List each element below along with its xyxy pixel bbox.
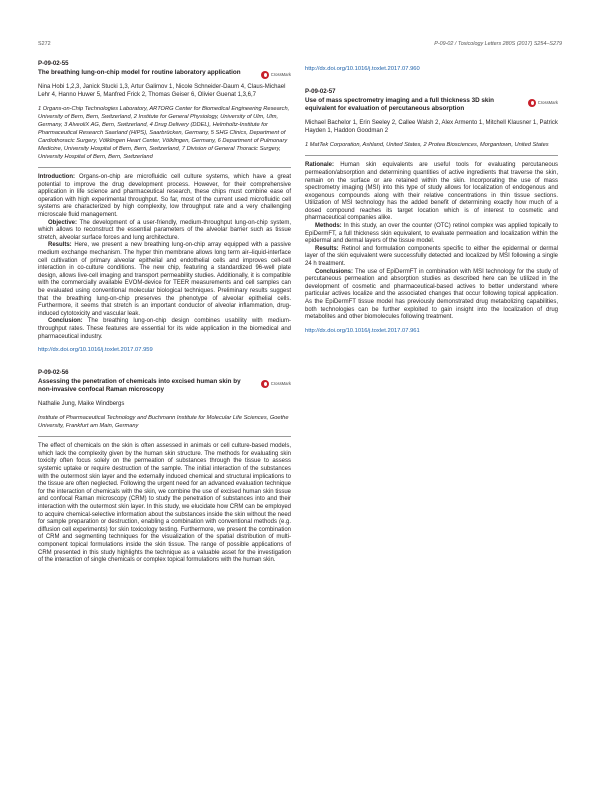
rationale-text: Human skin equivalents are useful tools for evaluating percutaneous permeation/absorption and determining quantities of active ingredients that traverse the skin, remain on the surface or are retained within the skin. Incorporating the use of mass spectrometry imaging (MSI) into this type of study allows for localization of endogenous and exogenous compounds along with their relative concentrations in thin tissue sections. Utilization of MSI technology has the added benefit of determining exactly how much of a dosed compound reaches its target location which is of interest to cosmetic and pharmaceutical companies alike.: [305, 162, 558, 222]
objective-text: The development of a user-friendly, medium-throughput lung-on-chip system, which allows to reconstruct the essential parameters of the alveolar barrier such as tissue stretch, alveolar surface forces and lung architecture.: [38, 219, 291, 241]
crossmark-icon: [528, 99, 536, 107]
conclusions-text: The use of EpiDermFT in combination with MSI technology for the study of percutaneous permeation and absorption studies as described here can be utilized in the development of cosmetic and pharmaceutical-based actives to better understand where particular actives localize and the associated changes that occur following topical application. As the EpiDermFT tissue model has previously demonstrated drug metabolizing capabilities, both technologies can be further exploited to gain insight into the localization of drug metabolites and other biomolecules following treatment.: [305, 268, 559, 321]
introduction-paragraph: [38, 174, 291, 220]
conclusions-paragraph: [305, 269, 558, 322]
rationale-label: Rationale:: [305, 162, 335, 169]
abstract-id: P-09-02-56: [38, 369, 69, 377]
left-column: [38, 60, 291, 565]
abstract-p-09-02-56: [38, 369, 291, 565]
author-list: Michael Bachelor 1, Erin Seeley 2, Callee Walsh 2, Alex Armento 1, Mitchell Klausner 1, Patrick Hayden 1, Haddon Goodman 2: [305, 119, 558, 135]
crossmark-label: CrossMark: [270, 381, 291, 387]
introduction-text: Organs-on-chip are microfluidic cell culture systems, which have a great potential to improve the drug development process. However, for their comprehensive application in life science and pharmaceutical research, these chips must combine ease of operation with high experimental throughput. So far, most of the current used microfluidic cell systems are characterized by high complexity, low throughput rate and a very challenging microscale fluid management.: [38, 174, 292, 219]
conclusion-label: Conclusion:: [48, 318, 83, 325]
spacer: [305, 72, 558, 88]
crossmark-icon: [261, 71, 269, 79]
abstract-p-09-02-55: [38, 60, 291, 353]
divider: [305, 155, 558, 156]
conclusion-text: The breathing lung-on-chip design combines usability with medium-throughput rates. These features are essential for its wide application in the biomedical and pharmaceutical industry.: [38, 318, 292, 340]
conclusions-label: Conclusions:: [315, 268, 354, 275]
crossmark-label: CrossMark: [537, 100, 558, 105]
results-paragraph: [38, 242, 291, 318]
results-text: Retinol and formulation components specific to either the epidermal or dermal layer of the skin equivalent were successfully detected and localized by MSI following a single 24 h treatment.: [305, 245, 558, 268]
page-number: S272: [38, 41, 51, 47]
crossmark-icon: [261, 380, 269, 388]
affiliations: Institute of Pharmaceutical Technology and Buchmann Institute for Molecular Life Sciences, Goethe University, Frankfurt am Main, Germany: [38, 415, 289, 430]
objective-paragraph: [38, 220, 291, 243]
spacer: [38, 353, 291, 369]
affiliations: 1 Organs-on-Chip Technologies Laboratory, ARTORG Center for Biomedical Engineering Research, University of Bern, Bern, Switzerland, 2 Institute for General Physiology, University of Ulm, Ulm, Germany, 3 AlveoliX AG, Bern, Switzerland, 4 Drug Delivery (DDEL), Helmholtz-Institute for Pharmaceutical Research Saarland (HIPS), Saarbrücken, Germany, 5 SHG Clinics, Department of Cardiothoracic Surgery, Völklingen Heart Center, Völklingen, Germany, 6 Department of Pulmonary Medicine, University Hospital of Bern, Bern, Switzerland, 7 Division of General Thoracic Surgery, University Hospital of Bern, Bern, Switzerland: [38, 106, 290, 161]
methods-paragraph: [305, 223, 558, 246]
divider: [38, 436, 291, 437]
crossmark-badge[interactable]: [261, 380, 291, 388]
journal-citation: P-09-02 / Toxicology Letters 280S (2017) S254–S279: [434, 41, 562, 47]
abstract-id: P-09-02-55: [38, 60, 69, 67]
results-paragraph: [305, 246, 558, 269]
conclusion-paragraph: [38, 318, 291, 341]
results-label: Results:: [48, 242, 72, 249]
doi-link[interactable]: http://dx.doi.org/10.1016/j.toxlet.2017.07.961: [305, 327, 420, 334]
affiliations: 1 MatTek Corporation, Ashland, United States, 2 Protea Biosciences, Morgantown, United States: [305, 142, 549, 149]
abstract-body: The effect of chemicals on the skin is often assessed in animals or cell culture-based models, which lack the complexity given by the human skin structure. The methods for evaluating skin toxicity often focus solely on the permeation of substances through the tissue to assess systemic uptake or require destruction of the sample. The initial interaction of the substances with the outermost skin layer and the externally induced chemical and structural implications to the tissue are often neglected. Following the urgent need for an advanced evaluation technique for the interaction of chemicals with the skin, we combine the use of excised human skin tissue and confocal Raman microscopy (CRM) to study the penetration of substances into and their interaction with the outermost skin layer. In this study, we elucidate how CRM can be employed to acquire chemical-selective information about the substances inside the skin without the need for sample preparation or destruction, enabling a combination with conventional methods (e.g. diffusion cell experiments) for skin toxicology testing. Furthermore, we present the combination of CRM and segmenting techniques for the visualization of the spatial distribution of multi-component topical formulations inside the skin tissue. The range of possible applications of CRM presented in this study highlights the technique as a valuable asset for the investigation of the interaction of single chemicals or complex topical formulations with the human skin.: [38, 443, 291, 564]
results-label: Results:: [315, 245, 339, 252]
crossmark-label: CrossMark: [270, 72, 291, 77]
author-list: Nathalie Jung, Maike Windbergs: [38, 401, 125, 408]
abstract-title: Assessing the penetration of chemicals into excised human skin by non-invasive confocal Raman microscopy: [38, 377, 241, 393]
right-column: [305, 60, 558, 334]
page-header: [38, 41, 562, 53]
doi-link[interactable]: http://dx.doi.org/10.1016/j.toxlet.2017.07.960: [305, 66, 420, 72]
introduction-label: Introduction:: [38, 174, 75, 181]
abstract-title: The breathing lung-on-chip model for routine laboratory application: [38, 68, 241, 76]
abstract-id: P-09-02-57: [305, 88, 336, 95]
objective-label: Objective:: [48, 219, 78, 226]
methods-label: Methods:: [315, 223, 342, 230]
crossmark-badge[interactable]: [261, 71, 291, 79]
abstract-title: Use of mass spectrometry imaging and a full thickness 3D skin equivalent for evaluation of percutaneous absorption: [305, 96, 494, 112]
divider: [38, 167, 291, 168]
doi-link[interactable]: http://dx.doi.org/10.1016/j.toxlet.2017.07.959: [38, 347, 153, 354]
rationale-paragraph: [305, 162, 558, 223]
crossmark-badge[interactable]: [528, 99, 558, 107]
abstract-p-09-02-57: [305, 88, 558, 334]
results-text: Here, we present a new breathing lung-on-chip array equipped with a passive medium exchange mechanism. The hyper thin membrane allows long term air–liquid-interface cell cultivation of primary alveolar epithelial and endothelial cells and improves cell-cell interaction in co-culture conditions. The new chip, featuring a standardized 96-well plate design, allows live-cell imaging and transport permeability studies. Additionally, it is compatible with the commercially available EVOM-device for TEER measurements and cell samples can be evaluated using conventional molecular biological techniques. Preliminary results suggest that the breathing lung-on-chip preserves the phenotype of alveolar epithelial cells. Furthermore, it seems that stretch is an important conductor of alveolar inflammation, drug-induced cytotoxicity and vascular leak.: [38, 242, 291, 317]
methods-text: In this study, an over the counter (OTC) retinol complex was applied topically to EpiDermFT, a full thickness skin equivalent, to evaluate permeation and localization within the epidermal and dermal layers of the tissue model.: [305, 223, 558, 245]
author-list: Nina Hobi 1,2,3, Janick Stucki 1,3, Artur Galimov 1, Nicole Schneider-Daum 4, Claus-Michael Lehr 4, Hanno Huwer 5, Manfred Frick 2, Thomas Geiser 6, Olivier Guenat 1,3,6,7: [38, 83, 286, 98]
